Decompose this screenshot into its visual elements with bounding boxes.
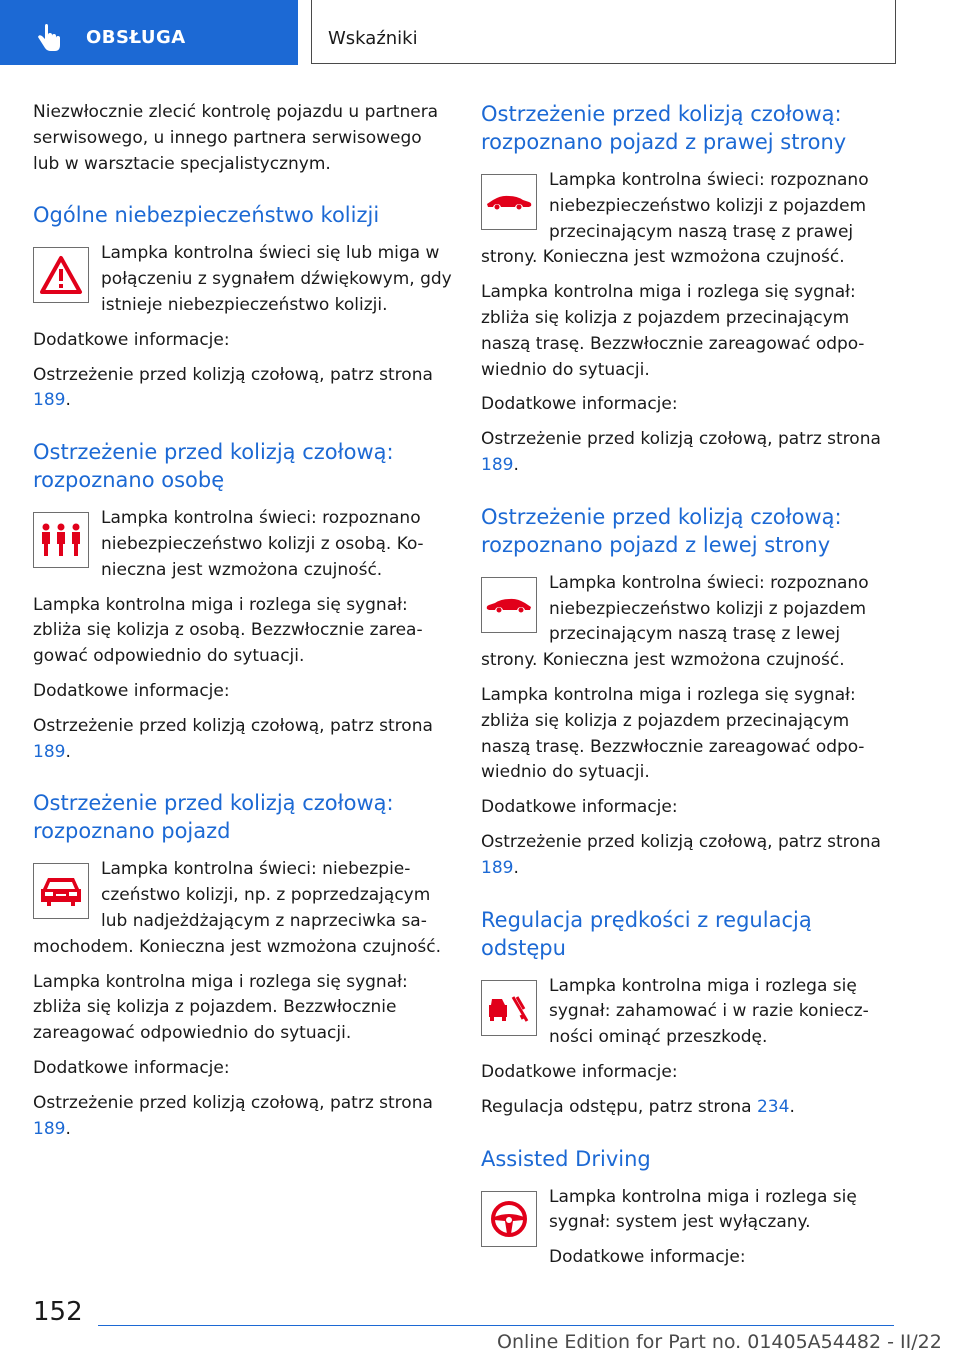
page-link[interactable]: 189 (33, 390, 66, 411)
page-link[interactable]: 189 (33, 741, 66, 762)
page-link[interactable]: 234 (756, 1096, 790, 1117)
car-side-right-icon (481, 174, 537, 230)
indicator-entry (33, 241, 453, 327)
more-info-label: Dodatkowe informacje: (33, 680, 230, 701)
indicator-description: Lampka kontrolna świeci: rozpoznano niebezpieczeństwo kolizji z pojazdem przecinającym naszą trasę z lewej strony. Konieczna jest wzmożona czujność. (481, 572, 869, 671)
steering-wheel-icon (481, 1191, 537, 1247)
car-side-left-icon (481, 577, 537, 633)
indicator-entry (481, 974, 901, 1060)
indicator-entry (481, 571, 901, 683)
section-title: Ostrzeżenie przed kolizją czołową: rozpoznano pojazd z lewej strony (481, 504, 842, 557)
indicator-description-blinking: Lampka kontrolna miga i rozlega się sygnał: zbliża się kolizja z pojazdem. Bezzwłocznie zareagować odpowiednio do sytuacji. (33, 971, 408, 1044)
indicator-entry (481, 168, 901, 280)
cross-reference: Ostrzeżenie przed kolizją czołową, patrz strona 189. (33, 1092, 433, 1139)
section-title: Ostrzeżenie przed kolizją czołową: rozpoznano pojazd (33, 791, 394, 844)
intro-paragraph: Niezwłocznie zlecić kontrolę pojazdu u partnera serwisowego, u innego partnera serwisowego lub w warsztacie specjalistycznym. (33, 102, 439, 174)
indicator-description-blinking: Lampka kontrolna miga i rozlega się sygnał: zbliża się kolizja z pojazdem przecinającym naszą trasę. Bezzwłocznie zareagować odpowiednio do sytuacji. (481, 282, 865, 380)
indicator-entry (481, 1185, 901, 1280)
section-tab (0, 0, 298, 65)
section-title: Regulacja prędkości z regulacją odstępu (481, 907, 812, 960)
cross-reference: Ostrzeżenie przed kolizją czołową, patrz strona 189. (33, 715, 433, 762)
page-link[interactable]: 189 (481, 454, 514, 475)
cross-reference: Ostrzeżenie przed kolizją czołową, patrz strona 189. (481, 429, 881, 475)
left-column (33, 100, 453, 1151)
more-info-label: Dodatkowe informacje: (33, 329, 230, 350)
cross-reference: Ostrzeżenie przed kolizją czołową, patrz strona 189. (481, 831, 881, 878)
more-info-label: Dodatkowe informacje: (481, 394, 678, 415)
cross-reference: Regulacja odstępu, patrz strona 234. (481, 1096, 795, 1117)
indicator-description: Lampka kontrolna miga i rozlega się sygnał: system jest wyłączany. (549, 1186, 857, 1233)
indicator-description: Lampka kontrolna świeci się lub miga w połączeniu z sygnałem dźwiękowym, gdy istnieje niebezpieczeństwo kolizji. (101, 243, 452, 315)
page-number: 152 (33, 1297, 83, 1327)
indicator-description: Lampka kontrolna świeci: rozpoznano niebezpieczeństwo kolizji z pojazdem przecinającym naszą trasę z prawej strony. Konieczna jest wzmożona czujność. (481, 170, 869, 268)
indicator-entry (33, 857, 453, 969)
indicator-description: Lampka kontrolna miga i rozlega się sygnał: zahamować i w razie konieczności ominąć przeszkodę. (549, 975, 869, 1048)
right-column (481, 100, 901, 1280)
more-info-label: Dodatkowe informacje: (33, 1057, 230, 1078)
cross-reference: Ostrzeżenie przed kolizją czołową, patrz strona 189. (33, 364, 433, 411)
page-link[interactable]: 189 (481, 857, 514, 878)
more-info-label: Dodatkowe informacje: (549, 1247, 746, 1268)
more-info-label: Dodatkowe informacje: (481, 797, 678, 818)
chapter-label: Wskaźniki (328, 28, 418, 49)
distance-control-icon (481, 980, 537, 1036)
indicator-entry (33, 506, 453, 592)
edition-label: Online Edition for Part no. 01405A54482 - II/22 (497, 1331, 942, 1353)
warning-triangle-icon (33, 247, 89, 303)
indicator-description-blinking: Lampka kontrolna miga i rozlega się sygnał: zbliża się kolizja z pojazdem przecinającym naszą trasę. Bezzwłocznie zareagować odpowiednio do sytuacji. (481, 684, 865, 783)
car-front-icon (33, 863, 89, 919)
indicator-description: Lampka kontrolna świeci: niebezpieczeństwo kolizji, np. z poprzedzającym lub nadjeżdżającym z naprzeciwka samochodem. Konieczna jest wzmożona czujność. (33, 859, 441, 957)
pedestrians-icon (33, 512, 89, 568)
indicator-description-blinking: Lampka kontrolna miga i rozlega się sygnał: zbliża się kolizja z osobą. Bezzwłocznie zareagować odpowiednio do sytuacji. (33, 594, 423, 667)
section-label: OBSŁUGA (86, 27, 186, 48)
page-link[interactable]: 189 (33, 1118, 66, 1139)
section-title: Ogólne niebezpieczeństwo kolizji (33, 203, 380, 228)
chapter-box (311, 0, 896, 64)
section-title: Assisted Driving (481, 1146, 651, 1171)
section-title: Ostrzeżenie przed kolizją czołową: rozpoznano osobę (33, 440, 394, 493)
indicator-description: Lampka kontrolna świeci: rozpoznano niebezpieczeństwo kolizji z osobą. Konieczna jest wzmożona czujność. (101, 508, 424, 580)
more-info-label: Dodatkowe informacje: (481, 1061, 678, 1082)
footer-divider (98, 1325, 894, 1326)
section-title: Ostrzeżenie przed kolizją czołową: rozpoznano pojazd z prawej strony (481, 102, 847, 154)
hand-icon (36, 24, 62, 52)
